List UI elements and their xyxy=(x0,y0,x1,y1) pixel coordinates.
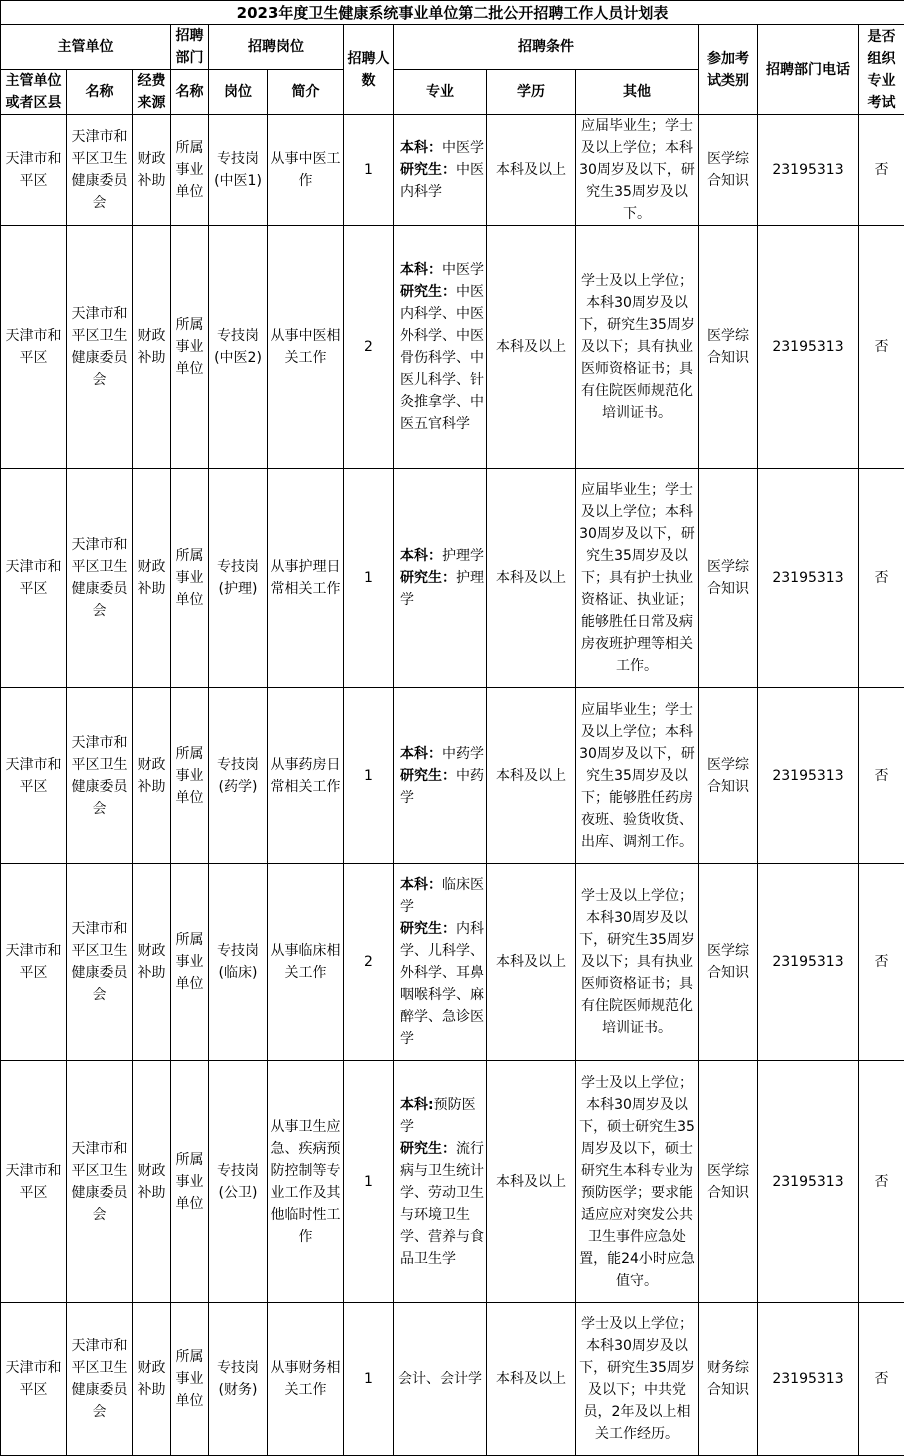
cell-count: 1 xyxy=(344,1303,394,1456)
cell-count: 1 xyxy=(344,688,394,864)
cell-post: 专技岗(公卫) xyxy=(209,1061,268,1303)
major-label: 本科： xyxy=(400,140,442,156)
table-row xyxy=(1,1061,904,1303)
major-label: 研究生： xyxy=(400,921,456,937)
major-label: 本科： xyxy=(400,746,442,762)
cell-post: 专技岗(护理) xyxy=(209,469,268,688)
cell-other: 学士及以上学位；本科30周岁及以下，研究生35周岁及以下；具有执业医师资格证书；具有住院医师规范化培训证书。 xyxy=(576,226,699,469)
cell-funding: 财政补助 xyxy=(133,226,171,469)
cell-education: 本科及以上 xyxy=(487,469,576,688)
cell-major xyxy=(394,115,487,226)
cell-unit: 天津市和平区卫生健康委员会 xyxy=(67,864,133,1061)
cell-exam-type: 医学综合知识 xyxy=(699,115,758,226)
cell-post: 专技岗(中医2) xyxy=(209,226,268,469)
cell-intro: 从事中医工作 xyxy=(268,115,344,226)
major-label: 研究生： xyxy=(400,162,456,178)
cell-other: 学士及以上学位；本科30周岁及以下，研究生35周岁及以下；中共党员，2年及以上相关工作经历。 xyxy=(576,1303,699,1456)
header-education: 学历 xyxy=(487,70,576,115)
header-intro: 简介 xyxy=(268,70,344,115)
header-post-name: 岗位 xyxy=(209,70,268,115)
cell-pro-exam: 否 xyxy=(859,115,904,226)
cell-education: 本科及以上 xyxy=(487,1061,576,1303)
cell-unit: 天津市和平区卫生健康委员会 xyxy=(67,469,133,688)
cell-education: 本科及以上 xyxy=(487,226,576,469)
cell-dept: 所属事业单位 xyxy=(171,688,209,864)
cell-pro-exam: 否 xyxy=(859,469,904,688)
table-row xyxy=(1,226,904,469)
major-label: 本科: xyxy=(400,1097,434,1113)
cell-intro: 从事临床相关工作 xyxy=(268,864,344,1061)
cell-exam-type: 医学综合知识 xyxy=(699,688,758,864)
header-name: 名称 xyxy=(67,70,133,115)
cell-intro: 从事财务相关工作 xyxy=(268,1303,344,1456)
cell-count: 2 xyxy=(344,226,394,469)
cell-major xyxy=(394,226,487,469)
cell-post: 专技岗(临床) xyxy=(209,864,268,1061)
cell-dept: 所属事业单位 xyxy=(171,1061,209,1303)
cell-count: 2 xyxy=(344,864,394,1061)
table-row xyxy=(1,115,904,226)
table-row xyxy=(1,1303,904,1456)
cell-count: 1 xyxy=(344,1061,394,1303)
cell-count: 1 xyxy=(344,115,394,226)
cell-major xyxy=(394,1061,487,1303)
cell-area: 天津市和平区 xyxy=(1,688,67,864)
cell-exam-type: 财务综合知识 xyxy=(699,1303,758,1456)
major-label: 本科： xyxy=(400,548,442,564)
major-text: 中医内科学 xyxy=(400,162,484,200)
header-supervisor: 主管单位 xyxy=(1,25,171,70)
cell-phone: 23195313 xyxy=(758,1303,859,1456)
cell-dept: 所属事业单位 xyxy=(171,864,209,1061)
major-text: 护理学 xyxy=(442,548,484,564)
cell-funding: 财政补助 xyxy=(133,1303,171,1456)
cell-dept: 所属事业单位 xyxy=(171,1303,209,1456)
major-label: 研究生： xyxy=(400,284,456,300)
cell-funding: 财政补助 xyxy=(133,1061,171,1303)
major-text: 护理学 xyxy=(400,570,484,608)
header-dept: 招聘部门 xyxy=(171,25,209,70)
table-row xyxy=(1,864,904,1061)
header-conditions: 招聘条件 xyxy=(394,25,699,70)
cell-other: 应届毕业生；学士及以上学位；本科30周岁及以下，研究生35周岁及以下；能够胜任药房夜班、验货收货、出库、调剂工作。 xyxy=(576,688,699,864)
cell-funding: 财政补助 xyxy=(133,688,171,864)
cell-area: 天津市和平区 xyxy=(1,226,67,469)
cell-post: 专技岗(药学) xyxy=(209,688,268,864)
cell-post: 专技岗(财务) xyxy=(209,1303,268,1456)
cell-unit: 天津市和平区卫生健康委员会 xyxy=(67,1061,133,1303)
header-supervisor-area: 主管单位或者区县 xyxy=(1,70,67,115)
cell-education: 本科及以上 xyxy=(487,688,576,864)
cell-other: 学士及以上学位；本科30周岁及以下，硕士研究生35周岁及以下，硕士研究生本科专业为预防医学；要求能适应应对突发公共卫生事件应急处置，能24小时应急值守。 xyxy=(576,1061,699,1303)
cell-education: 本科及以上 xyxy=(487,864,576,1061)
header-pro-exam: 是否组织专业考试 xyxy=(859,25,904,115)
major-text: 中医学 xyxy=(442,140,484,156)
table-title: 2023年度卫生健康系统事业单位第二批公开招聘工作人员计划表 xyxy=(1,1,904,25)
cell-other: 学士及以上学位；本科30周岁及以下，研究生35周岁及以下；具有执业医师资格证书；具有住院医师规范化培训证书。 xyxy=(576,864,699,1061)
cell-area: 天津市和平区 xyxy=(1,469,67,688)
cell-phone: 23195313 xyxy=(758,226,859,469)
major-label: 研究生： xyxy=(400,768,456,784)
cell-major: 会计、会计学 xyxy=(394,1303,487,1456)
cell-phone: 23195313 xyxy=(758,864,859,1061)
header-count: 招聘人数 xyxy=(344,25,394,115)
cell-area: 天津市和平区 xyxy=(1,1061,67,1303)
cell-phone: 23195313 xyxy=(758,688,859,864)
cell-pro-exam: 否 xyxy=(859,1303,904,1456)
cell-other: 应届毕业生；学士及以上学位；本科30周岁及以下，研究生35周岁及以下；具有护士执业资格证、执业证；能够胜任日常及病房夜班护理等相关工作。 xyxy=(576,469,699,688)
table-row xyxy=(1,469,904,688)
header-phone: 招聘部门电话 xyxy=(758,25,859,115)
major-text: 流行病与卫生统计学、劳动卫生与环境卫生学、营养与食品卫生学 xyxy=(400,1141,484,1267)
cell-funding: 财政补助 xyxy=(133,115,171,226)
major-text: 中医学 xyxy=(442,262,484,278)
cell-major xyxy=(394,864,487,1061)
major-label: 研究生： xyxy=(400,570,456,586)
header-other: 其他 xyxy=(576,70,699,115)
cell-exam-type: 医学综合知识 xyxy=(699,1061,758,1303)
cell-funding: 财政补助 xyxy=(133,864,171,1061)
major-label: 本科： xyxy=(400,877,442,893)
major-text: 中药学 xyxy=(442,746,484,762)
cell-intro: 从事中医相关工作 xyxy=(268,226,344,469)
major-text: 预防医学 xyxy=(400,1097,476,1135)
cell-other: 应届毕业生；学士及以上学位；本科30周岁及以下，研究生35周岁及以下。 xyxy=(576,115,699,226)
cell-dept: 所属事业单位 xyxy=(171,115,209,226)
cell-unit: 天津市和平区卫生健康委员会 xyxy=(67,226,133,469)
cell-major xyxy=(394,469,487,688)
header-post: 招聘岗位 xyxy=(209,25,344,70)
cell-unit: 天津市和平区卫生健康委员会 xyxy=(67,688,133,864)
cell-intro: 从事药房日常相关工作 xyxy=(268,688,344,864)
major-text: 临床医学 xyxy=(400,877,484,915)
cell-area: 天津市和平区 xyxy=(1,1303,67,1456)
cell-intro: 从事卫生应急、疾病预防控制等专业工作及其他临时性工作 xyxy=(268,1061,344,1303)
cell-area: 天津市和平区 xyxy=(1,115,67,226)
cell-major xyxy=(394,688,487,864)
cell-dept: 所属事业单位 xyxy=(171,226,209,469)
cell-exam-type: 医学综合知识 xyxy=(699,469,758,688)
cell-count: 1 xyxy=(344,469,394,688)
header-exam-type: 参加考试类别 xyxy=(699,25,758,115)
header-dept-name: 名称 xyxy=(171,70,209,115)
cell-phone: 23195313 xyxy=(758,1061,859,1303)
major-text: 中医内科学、中医外科学、中医骨伤科学、中医儿科学、针灸推拿学、中医五官科学 xyxy=(400,284,484,432)
cell-post: 专技岗(中医1) xyxy=(209,115,268,226)
major-label: 本科： xyxy=(400,262,442,278)
cell-phone: 23195313 xyxy=(758,115,859,226)
major-text: 内科学、儿科学、外科学、耳鼻咽喉科学、麻醉学、急诊医学 xyxy=(400,921,484,1047)
cell-pro-exam: 否 xyxy=(859,688,904,864)
cell-funding: 财政补助 xyxy=(133,469,171,688)
cell-intro: 从事护理日常相关工作 xyxy=(268,469,344,688)
cell-pro-exam: 否 xyxy=(859,864,904,1061)
cell-phone: 23195313 xyxy=(758,469,859,688)
cell-exam-type: 医学综合知识 xyxy=(699,864,758,1061)
cell-unit: 天津市和平区卫生健康委员会 xyxy=(67,115,133,226)
cell-pro-exam: 否 xyxy=(859,226,904,469)
cell-pro-exam: 否 xyxy=(859,1061,904,1303)
cell-exam-type: 医学综合知识 xyxy=(699,226,758,469)
cell-dept: 所属事业单位 xyxy=(171,469,209,688)
major-text: 中药学 xyxy=(400,768,484,806)
cell-unit: 天津市和平区卫生健康委员会 xyxy=(67,1303,133,1456)
header-funding: 经费来源 xyxy=(133,70,171,115)
cell-education: 本科及以上 xyxy=(487,1303,576,1456)
major-label: 研究生： xyxy=(400,1141,456,1157)
table-row xyxy=(1,688,904,864)
cell-area: 天津市和平区 xyxy=(1,864,67,1061)
cell-education: 本科及以上 xyxy=(487,115,576,226)
header-major: 专业 xyxy=(394,70,487,115)
